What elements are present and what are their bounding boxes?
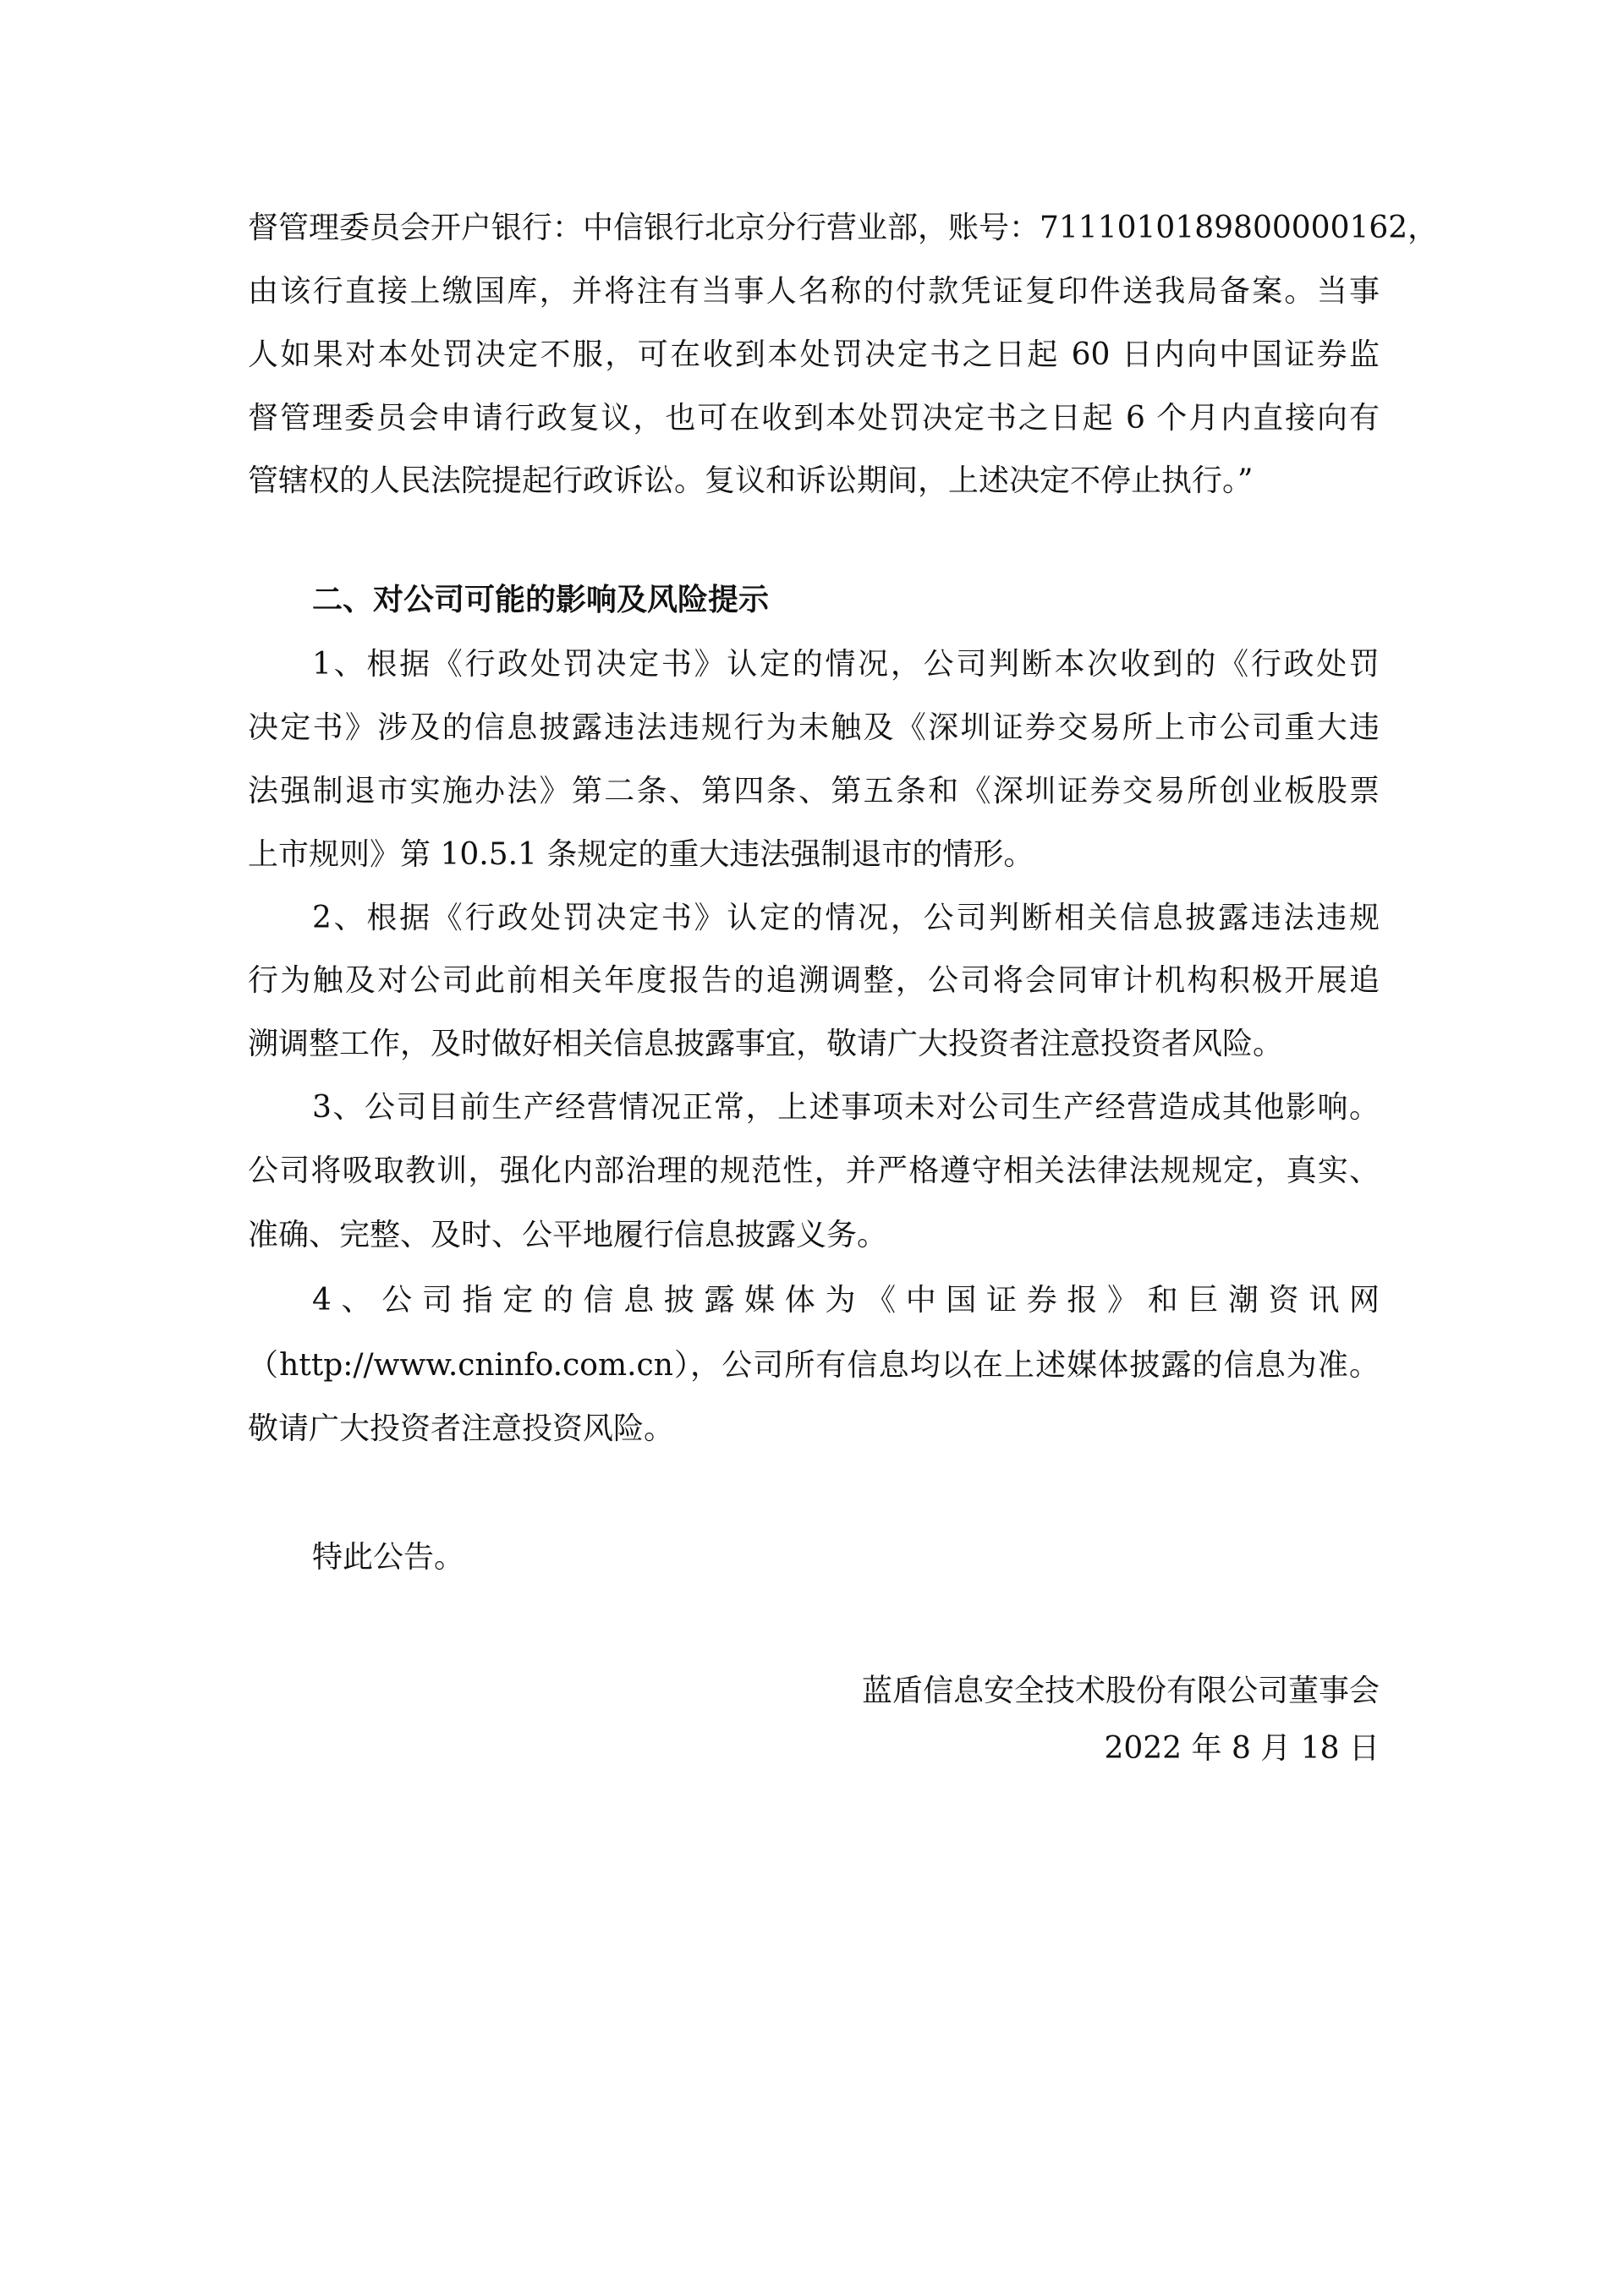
item-2-line: 行为触及对公司此前相关年度报告的追溯调整，公司将会同审计机构积极开展追 xyxy=(248,963,1380,998)
paragraph-line: 人如果对本处罚决定不服，可在收到本处罚决定书之日起 60 日内向中国证券监 xyxy=(248,337,1380,372)
paragraph-line: 管辖权的人民法院提起行政诉讼。复议和诉讼期间，上述决定不停止执行。” xyxy=(248,463,1254,498)
item-4-line: 敬请广大投资者注意投资风险。 xyxy=(248,1411,675,1446)
item-3-line: 准确、完整、及时、公平地履行信息披露义务。 xyxy=(248,1218,888,1252)
date: 2022 年 8 月 18 日 xyxy=(1104,1731,1380,1766)
item-3-line: 3、公司目前生产经营情况正常，上述事项未对公司生产经营造成其他影响。 xyxy=(312,1090,1380,1125)
item-3-line: 公司将吸取教训，强化内部治理的规范性，并严格遵守相关法律法规规定，真实、 xyxy=(248,1153,1380,1188)
paragraph-line: 督管理委员会申请行政复议，也可在收到本处罚决定书之日起 6 个月内直接向有 xyxy=(248,401,1380,436)
paragraph-line: 督管理委员会开户银行：中信银行北京分行营业部，账号：7111010189800000162， xyxy=(248,211,1439,245)
item-4-line: 4、公司指定的信息披露媒体为《中国证券报》和巨潮资讯网 xyxy=(312,1283,1380,1318)
item-2-line: 2、根据《行政处罚决定书》认定的情况，公司判断相关信息披露违法违规 xyxy=(312,901,1380,935)
item-1-line: 上市规则》第 10.5.1 条规定的重大违法强制退市的情形。 xyxy=(248,837,1034,872)
item-1-line: 1、根据《行政处罚决定书》认定的情况，公司判断本次收到的《行政处罚 xyxy=(312,647,1380,682)
item-2-line: 溯调整工作，及时做好相关信息披露事宜，敬请广大投资者注意投资者风险。 xyxy=(248,1027,1284,1061)
item-4-line: （http://www.cninfo.com.cn），公司所有信息均以在上述媒体披露的信息为准。 xyxy=(248,1348,1380,1383)
signature: 蓝盾信息安全技术股份有限公司董事会 xyxy=(861,1674,1380,1708)
closing-statement: 特此公告。 xyxy=(312,1540,465,1575)
item-1-line: 决定书》涉及的信息披露违法违规行为未触及《深圳证券交易所上市公司重大违 xyxy=(248,710,1380,745)
section-heading: 二、对公司可能的影响及风险提示 xyxy=(312,583,770,617)
paragraph-line: 由该行直接上缴国库，并将注有当事人名称的付款凭证复印件送我局备案。当事 xyxy=(248,274,1380,309)
item-1-line: 法强制退市实施办法》第二条、第四条、第五条和《深圳证券交易所创业板股票 xyxy=(248,774,1380,808)
